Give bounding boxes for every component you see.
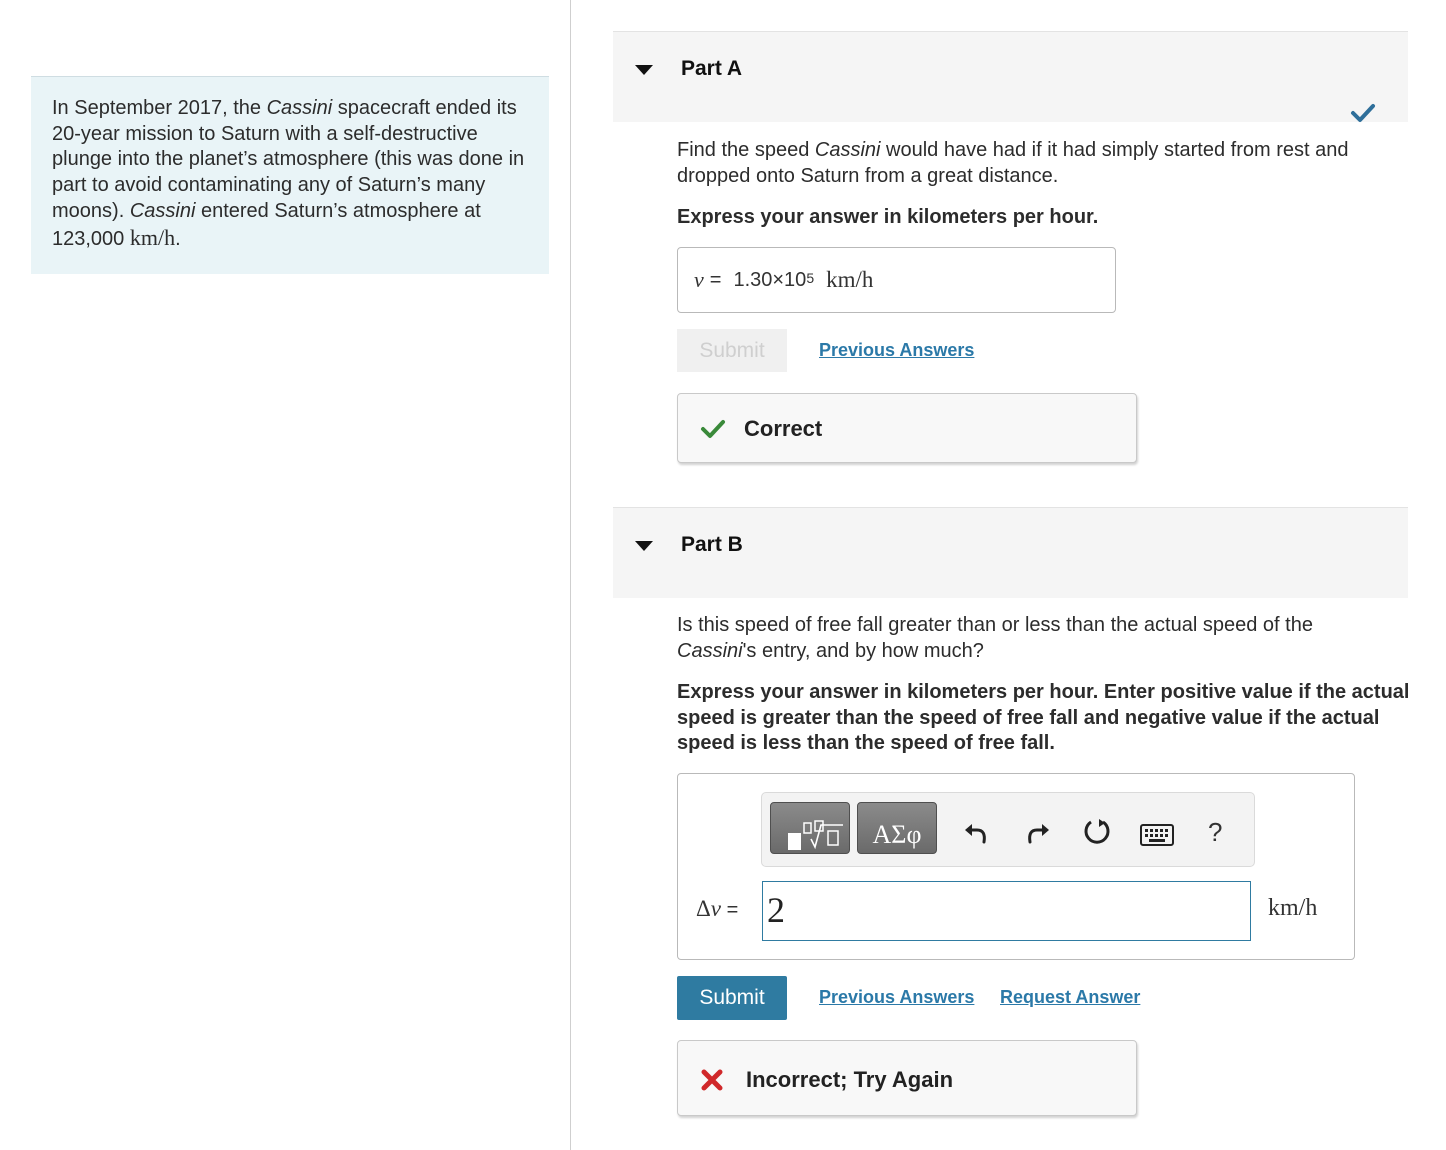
problem-intro <box>31 76 549 274</box>
part-a-submit-button[interactable]: Submit <box>677 329 787 372</box>
request-answer-link[interactable]: Request Answer <box>1000 987 1141 1007</box>
part-b-title: Part B <box>681 533 743 556</box>
part-a-previous-answers-link[interactable]: Previous Answers <box>819 340 975 360</box>
part-b-cassini: Cassini <box>677 639 743 662</box>
intro-text: In September 2017, the <box>52 97 267 119</box>
answer-unit: km/h <box>826 267 874 292</box>
part-a-instruction: Express your answer in kilometers per hour. <box>677 206 1099 228</box>
part-b-question-text: Is this speed of free fall greater than or less than the actual speed of the <box>677 614 1313 636</box>
velocity-variable: v <box>710 896 722 921</box>
part-a-question-text: Find the speed <box>677 139 815 161</box>
part-b-answer-panel <box>677 773 1355 960</box>
answer-variable: v <box>694 267 704 292</box>
input-unit: km/h <box>1268 895 1318 921</box>
part-a-question <box>677 138 1397 189</box>
math-toolbar <box>761 792 1255 867</box>
intro-text-2: spacecraft ended its 20-year mission to Saturn with a self-destructive plunge into the planet’s atmosphere (this was done in part to avoid contaminating any of Saturn’s many moons). <box>52 97 525 222</box>
part-b-feedback <box>677 1040 1137 1116</box>
input-equals: = <box>726 899 739 921</box>
part-b-submit-button[interactable]: Submit <box>677 976 787 1020</box>
part-a-feedback <box>677 393 1137 463</box>
intro-period: . <box>175 227 181 250</box>
column-divider <box>570 0 571 1150</box>
part-b-instruction: Express your answer in kilometers per hour. Enter positive value if the actual speed is greater than the speed of free fall and negative value if the actual speed is less than the speed of free fall. <box>677 681 1410 755</box>
feedback-incorrect-text: Incorrect; Try Again <box>746 1067 954 1092</box>
incorrect-x-icon <box>700 1068 724 1092</box>
reset-icon[interactable] <box>1082 817 1112 847</box>
templates-button[interactable] <box>770 802 850 854</box>
templates-icon <box>771 803 851 855</box>
intro-unit: km/h <box>129 224 176 250</box>
undo-icon[interactable] <box>962 818 990 846</box>
answer-value: 1.30×10 <box>733 268 807 291</box>
part-a-title: Part A <box>681 57 743 80</box>
collapse-triangle-icon[interactable] <box>635 65 653 75</box>
collapse-triangle-icon[interactable] <box>635 541 653 551</box>
intro-cassini: Cassini <box>266 97 333 119</box>
delta-v-input[interactable]: 2 <box>762 881 1251 941</box>
part-b-header[interactable] <box>613 507 1408 598</box>
part-a-cassini: Cassini <box>814 139 881 161</box>
keyboard-icon[interactable] <box>1140 824 1174 846</box>
part-b-question-text-2: 's entry, and by how much? <box>742 639 984 662</box>
intro-cassini-2: Cassini <box>129 199 196 222</box>
help-button[interactable]: ? <box>1208 817 1223 847</box>
redo-icon[interactable] <box>1024 818 1052 846</box>
part-a-question-text-2: would have had if it had simply started from rest and dropped onto Saturn from a great distance. <box>677 139 1349 187</box>
greek-symbols-button[interactable]: ΑΣφ <box>857 802 937 854</box>
part-b-question <box>677 613 1397 664</box>
part-a-header[interactable] <box>613 31 1408 122</box>
feedback-correct-text: Correct <box>744 416 823 441</box>
part-b-previous-answers-link[interactable]: Previous Answers <box>819 987 975 1007</box>
delta-symbol: Δ <box>696 896 711 921</box>
answer-equals: = <box>709 268 722 291</box>
correct-check-icon <box>700 418 726 440</box>
completed-check-icon <box>1350 102 1376 124</box>
delta-v-label <box>696 896 738 922</box>
part-a-answer-display <box>677 247 1116 313</box>
answer-exponent: 5 <box>806 270 815 286</box>
intro-text-3: entered Saturn’s atmosphere at 123,000 <box>52 199 481 250</box>
